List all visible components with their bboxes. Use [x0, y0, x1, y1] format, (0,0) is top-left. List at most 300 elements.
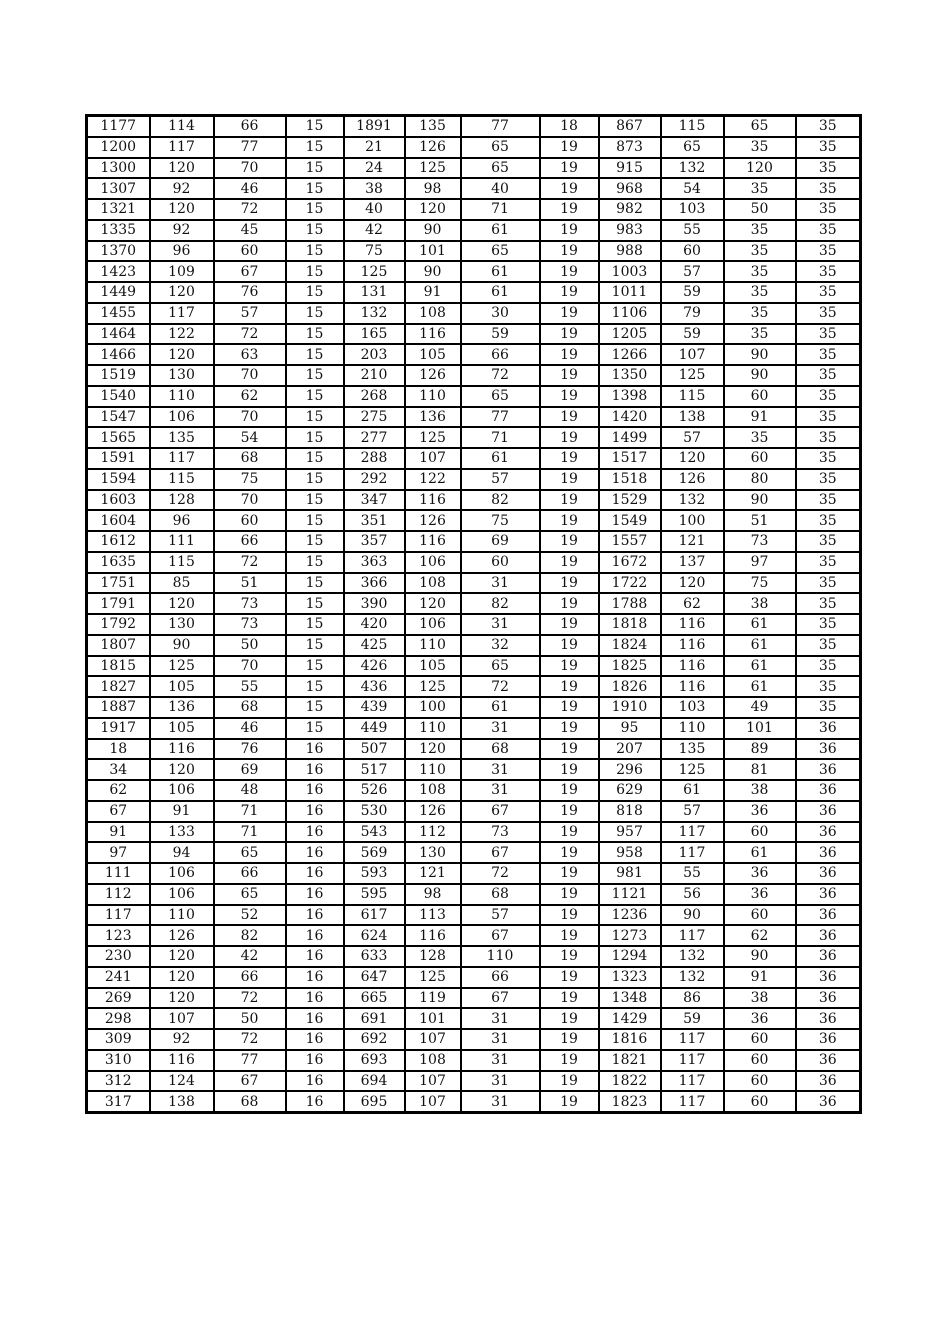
table-cell: 1300: [87, 158, 150, 179]
table-cell: 16: [286, 739, 344, 760]
table-cell: 135: [405, 116, 461, 137]
table-cell: 1266: [599, 344, 661, 365]
table-cell: 36: [724, 863, 796, 884]
table-cell: 115: [150, 552, 214, 573]
table-row: [87, 241, 861, 262]
data-sheet: [85, 114, 862, 1114]
table-row: [87, 884, 861, 905]
table-cell: 107: [661, 344, 724, 365]
table-cell: 77: [461, 407, 540, 428]
table-cell: 1547: [87, 407, 150, 428]
table-cell: 92: [150, 1029, 214, 1050]
table-row: [87, 1050, 861, 1071]
table-cell: 82: [461, 490, 540, 511]
table-cell: 117: [661, 1091, 724, 1112]
table-cell: 120: [150, 967, 214, 988]
table-cell: 35: [724, 261, 796, 282]
table-cell: 50: [724, 199, 796, 220]
table-cell: 818: [599, 801, 661, 822]
table-cell: 66: [461, 967, 540, 988]
table-cell: 115: [661, 116, 724, 137]
table-cell: 119: [405, 988, 461, 1009]
table-cell: 132: [661, 967, 724, 988]
table-cell: 1335: [87, 220, 150, 241]
table-cell: 91: [724, 407, 796, 428]
table-cell: 19: [540, 676, 599, 697]
table-cell: 1807: [87, 635, 150, 656]
table-cell: 1887: [87, 697, 150, 718]
table-row: [87, 759, 861, 780]
table-cell: 59: [661, 282, 724, 303]
table-cell: 16: [286, 1050, 344, 1071]
table-cell: 73: [214, 614, 286, 635]
table-cell: 61: [661, 780, 724, 801]
table-cell: 36: [796, 1029, 861, 1050]
table-cell: 126: [405, 365, 461, 386]
table-cell: 111: [87, 863, 150, 884]
table-cell: 16: [286, 1029, 344, 1050]
table-cell: 35: [796, 469, 861, 490]
table-cell: 120: [150, 199, 214, 220]
table-cell: 310: [87, 1050, 150, 1071]
table-cell: 90: [661, 905, 724, 926]
table-cell: 101: [724, 718, 796, 739]
table-row: [87, 407, 861, 428]
table-cell: 105: [405, 344, 461, 365]
table-cell: 62: [724, 925, 796, 946]
table-cell: 36: [796, 905, 861, 926]
table-cell: 312: [87, 1071, 150, 1092]
table-cell: 35: [724, 220, 796, 241]
table-cell: 19: [540, 635, 599, 656]
table-cell: 35: [796, 573, 861, 594]
table-cell: 126: [150, 925, 214, 946]
table-cell: 35: [796, 510, 861, 531]
table-cell: 292: [344, 469, 405, 490]
table-cell: 35: [796, 303, 861, 324]
table-cell: 51: [214, 573, 286, 594]
table-row: [87, 469, 861, 490]
table-cell: 15: [286, 469, 344, 490]
table-cell: 1423: [87, 261, 150, 282]
table-cell: 1565: [87, 427, 150, 448]
table-cell: 16: [286, 884, 344, 905]
table-cell: 1827: [87, 676, 150, 697]
table-cell: 15: [286, 386, 344, 407]
table-cell: 65: [661, 137, 724, 158]
table-cell: 19: [540, 1091, 599, 1112]
table-row: [87, 158, 861, 179]
table-row: [87, 988, 861, 1009]
table-cell: 106: [405, 552, 461, 573]
table-cell: 1549: [599, 510, 661, 531]
table-row: [87, 1091, 861, 1112]
table-cell: 436: [344, 676, 405, 697]
table-cell: 31: [461, 1071, 540, 1092]
table-cell: 1321: [87, 199, 150, 220]
table-cell: 16: [286, 1071, 344, 1092]
table-cell: 16: [286, 801, 344, 822]
table-cell: 128: [150, 490, 214, 511]
table-cell: 31: [461, 1050, 540, 1071]
table-row: [87, 718, 861, 739]
table-cell: 45: [214, 220, 286, 241]
table-cell: 132: [661, 490, 724, 511]
table-row: [87, 780, 861, 801]
table-cell: 67: [461, 801, 540, 822]
table-cell: 35: [796, 635, 861, 656]
table-cell: 1557: [599, 531, 661, 552]
table-cell: 624: [344, 925, 405, 946]
table-row: [87, 1071, 861, 1092]
table-cell: 19: [540, 614, 599, 635]
table-cell: 19: [540, 1050, 599, 1071]
table-row: [87, 635, 861, 656]
table-cell: 35: [796, 137, 861, 158]
table-cell: 19: [540, 801, 599, 822]
table-cell: 91: [150, 801, 214, 822]
table-cell: 15: [286, 199, 344, 220]
table-cell: 128: [405, 946, 461, 967]
table-cell: 36: [796, 718, 861, 739]
table-cell: 117: [150, 137, 214, 158]
table-cell: 112: [405, 822, 461, 843]
table-cell: 269: [87, 988, 150, 1009]
table-cell: 126: [405, 510, 461, 531]
table-cell: 38: [724, 988, 796, 1009]
table-cell: 66: [461, 344, 540, 365]
table-cell: 120: [405, 593, 461, 614]
table-cell: 36: [796, 1050, 861, 1071]
table-cell: 117: [150, 448, 214, 469]
table-cell: 82: [214, 925, 286, 946]
table-cell: 125: [405, 427, 461, 448]
table-cell: 116: [405, 490, 461, 511]
table-cell: 35: [796, 282, 861, 303]
table-cell: 72: [214, 1029, 286, 1050]
table-cell: 15: [286, 261, 344, 282]
table-cell: 1273: [599, 925, 661, 946]
table-cell: 120: [661, 573, 724, 594]
table-cell: 347: [344, 490, 405, 511]
table-cell: 42: [214, 946, 286, 967]
table-cell: 19: [540, 427, 599, 448]
table-cell: 18: [540, 116, 599, 137]
table-cell: 57: [461, 905, 540, 926]
table-cell: 16: [286, 822, 344, 843]
table-cell: 1003: [599, 261, 661, 282]
table-cell: 1635: [87, 552, 150, 573]
table-cell: 19: [540, 178, 599, 199]
table-cell: 120: [150, 759, 214, 780]
table-cell: 68: [461, 884, 540, 905]
table-cell: 36: [796, 1008, 861, 1029]
table-cell: 35: [796, 241, 861, 262]
table-cell: 35: [724, 427, 796, 448]
table-cell: 1826: [599, 676, 661, 697]
table-cell: 15: [286, 531, 344, 552]
table-cell: 80: [724, 469, 796, 490]
table-cell: 136: [405, 407, 461, 428]
table-cell: 569: [344, 842, 405, 863]
table-cell: 125: [344, 261, 405, 282]
table-cell: 126: [405, 137, 461, 158]
table-cell: 15: [286, 635, 344, 656]
table-cell: 36: [796, 946, 861, 967]
table-cell: 66: [214, 967, 286, 988]
table-cell: 693: [344, 1050, 405, 1071]
table-cell: 15: [286, 448, 344, 469]
table-cell: 36: [796, 1071, 861, 1092]
table-row: [87, 905, 861, 926]
table-cell: 90: [724, 490, 796, 511]
table-cell: 68: [461, 739, 540, 760]
table-cell: 1722: [599, 573, 661, 594]
table-cell: 67: [461, 988, 540, 1009]
table-cell: 117: [661, 925, 724, 946]
table-cell: 35: [796, 427, 861, 448]
table-cell: 70: [214, 407, 286, 428]
table-cell: 35: [796, 614, 861, 635]
table-cell: 138: [661, 407, 724, 428]
table-cell: 135: [150, 427, 214, 448]
table-cell: 120: [150, 593, 214, 614]
table-cell: 130: [405, 842, 461, 863]
table-cell: 36: [796, 842, 861, 863]
table-cell: 165: [344, 324, 405, 345]
table-row: [87, 656, 861, 677]
table-cell: 288: [344, 448, 405, 469]
table-cell: 203: [344, 344, 405, 365]
table-cell: 517: [344, 759, 405, 780]
table-row: [87, 324, 861, 345]
table-cell: 1540: [87, 386, 150, 407]
table-cell: 85: [150, 573, 214, 594]
table-cell: 72: [214, 199, 286, 220]
table-cell: 46: [214, 718, 286, 739]
table-cell: 90: [724, 365, 796, 386]
table-cell: 1672: [599, 552, 661, 573]
table-cell: 1307: [87, 178, 150, 199]
table-body: [87, 116, 861, 1113]
table-cell: 65: [214, 842, 286, 863]
table-cell: 70: [214, 158, 286, 179]
table-row: [87, 386, 861, 407]
table-cell: 16: [286, 1091, 344, 1112]
table-cell: 19: [540, 386, 599, 407]
table-cell: 1455: [87, 303, 150, 324]
table-cell: 116: [405, 324, 461, 345]
table-cell: 135: [661, 739, 724, 760]
table-cell: 1398: [599, 386, 661, 407]
table-cell: 60: [214, 241, 286, 262]
table-row: [87, 1008, 861, 1029]
table-cell: 96: [150, 241, 214, 262]
table-cell: 67: [461, 925, 540, 946]
table-cell: 366: [344, 573, 405, 594]
table-cell: 35: [796, 324, 861, 345]
table-cell: 1816: [599, 1029, 661, 1050]
table-cell: 61: [461, 697, 540, 718]
table-cell: 16: [286, 842, 344, 863]
table-cell: 19: [540, 697, 599, 718]
table-cell: 125: [405, 158, 461, 179]
table-cell: 72: [461, 365, 540, 386]
table-cell: 351: [344, 510, 405, 531]
table-cell: 72: [214, 552, 286, 573]
table-cell: 19: [540, 199, 599, 220]
table-cell: 110: [150, 905, 214, 926]
table-cell: 69: [214, 759, 286, 780]
table-cell: 36: [724, 884, 796, 905]
table-cell: 1821: [599, 1050, 661, 1071]
table-cell: 629: [599, 780, 661, 801]
table-cell: 57: [214, 303, 286, 324]
table-cell: 124: [150, 1071, 214, 1092]
table-cell: 1891: [344, 116, 405, 137]
table-cell: 16: [286, 988, 344, 1009]
table-cell: 390: [344, 593, 405, 614]
table-cell: 117: [87, 905, 150, 926]
table-cell: 31: [461, 759, 540, 780]
table-cell: 35: [796, 656, 861, 677]
table-cell: 70: [214, 656, 286, 677]
table-row: [87, 344, 861, 365]
table-cell: 210: [344, 365, 405, 386]
table-cell: 1236: [599, 905, 661, 926]
table-cell: 19: [540, 925, 599, 946]
table-cell: 19: [540, 822, 599, 843]
table-cell: 35: [796, 490, 861, 511]
table-cell: 19: [540, 1008, 599, 1029]
table-cell: 15: [286, 241, 344, 262]
table-cell: 241: [87, 967, 150, 988]
table-cell: 131: [344, 282, 405, 303]
table-cell: 116: [661, 614, 724, 635]
table-cell: 24: [344, 158, 405, 179]
table-cell: 61: [461, 220, 540, 241]
table-cell: 983: [599, 220, 661, 241]
table-cell: 36: [796, 759, 861, 780]
table-cell: 35: [796, 676, 861, 697]
table-cell: 71: [214, 822, 286, 843]
table-cell: 65: [461, 656, 540, 677]
table-cell: 120: [405, 199, 461, 220]
data-table: [85, 114, 862, 1114]
table-cell: 59: [661, 324, 724, 345]
table-cell: 108: [405, 780, 461, 801]
table-cell: 113: [405, 905, 461, 926]
table-cell: 15: [286, 697, 344, 718]
table-cell: 1751: [87, 573, 150, 594]
table-cell: 15: [286, 220, 344, 241]
table-cell: 35: [796, 220, 861, 241]
table-cell: 116: [150, 1050, 214, 1071]
table-cell: 63: [214, 344, 286, 365]
table-cell: 59: [661, 1008, 724, 1029]
table-cell: 19: [540, 759, 599, 780]
table-cell: 103: [661, 697, 724, 718]
table-cell: 35: [796, 158, 861, 179]
table-cell: 1917: [87, 718, 150, 739]
table-cell: 61: [461, 448, 540, 469]
table-cell: 19: [540, 967, 599, 988]
table-cell: 19: [540, 573, 599, 594]
table-cell: 35: [796, 552, 861, 573]
table-cell: 36: [796, 780, 861, 801]
table-cell: 116: [661, 656, 724, 677]
table-cell: 31: [461, 614, 540, 635]
table-cell: 97: [87, 842, 150, 863]
table-cell: 73: [214, 593, 286, 614]
table-cell: 1348: [599, 988, 661, 1009]
table-cell: 100: [661, 510, 724, 531]
table-cell: 363: [344, 552, 405, 573]
table-cell: 107: [150, 1008, 214, 1029]
table-cell: 130: [150, 365, 214, 386]
table-cell: 108: [405, 1050, 461, 1071]
table-cell: 873: [599, 137, 661, 158]
table-cell: 60: [724, 1050, 796, 1071]
table-cell: 35: [796, 593, 861, 614]
table-row: [87, 1029, 861, 1050]
table-cell: 96: [150, 510, 214, 531]
table-cell: 106: [150, 407, 214, 428]
table-cell: 56: [661, 884, 724, 905]
table-cell: 126: [661, 469, 724, 490]
table-cell: 1420: [599, 407, 661, 428]
table-cell: 665: [344, 988, 405, 1009]
table-cell: 15: [286, 656, 344, 677]
table-cell: 36: [724, 801, 796, 822]
table-cell: 55: [661, 220, 724, 241]
table-cell: 120: [150, 282, 214, 303]
table-cell: 35: [796, 344, 861, 365]
table-cell: 1499: [599, 427, 661, 448]
table-cell: 77: [214, 137, 286, 158]
table-cell: 275: [344, 407, 405, 428]
table-cell: 1591: [87, 448, 150, 469]
table-cell: 16: [286, 946, 344, 967]
table-cell: 16: [286, 925, 344, 946]
table-cell: 1818: [599, 614, 661, 635]
table-cell: 277: [344, 427, 405, 448]
table-cell: 19: [540, 905, 599, 926]
table-cell: 19: [540, 490, 599, 511]
table-cell: 109: [150, 261, 214, 282]
table-cell: 31: [461, 780, 540, 801]
table-cell: 15: [286, 427, 344, 448]
table-cell: 230: [87, 946, 150, 967]
table-cell: 133: [150, 822, 214, 843]
table-cell: 108: [405, 303, 461, 324]
table-cell: 57: [661, 801, 724, 822]
table-cell: 36: [724, 1008, 796, 1029]
table-cell: 694: [344, 1071, 405, 1092]
table-cell: 121: [405, 863, 461, 884]
table-cell: 106: [150, 884, 214, 905]
table-cell: 125: [661, 365, 724, 386]
table-cell: 54: [661, 178, 724, 199]
table-cell: 112: [87, 884, 150, 905]
table-cell: 19: [540, 1029, 599, 1050]
table-cell: 59: [461, 324, 540, 345]
table-cell: 60: [724, 905, 796, 926]
table-cell: 115: [661, 386, 724, 407]
table-cell: 19: [540, 407, 599, 428]
table-cell: 115: [150, 469, 214, 490]
table-cell: 1517: [599, 448, 661, 469]
